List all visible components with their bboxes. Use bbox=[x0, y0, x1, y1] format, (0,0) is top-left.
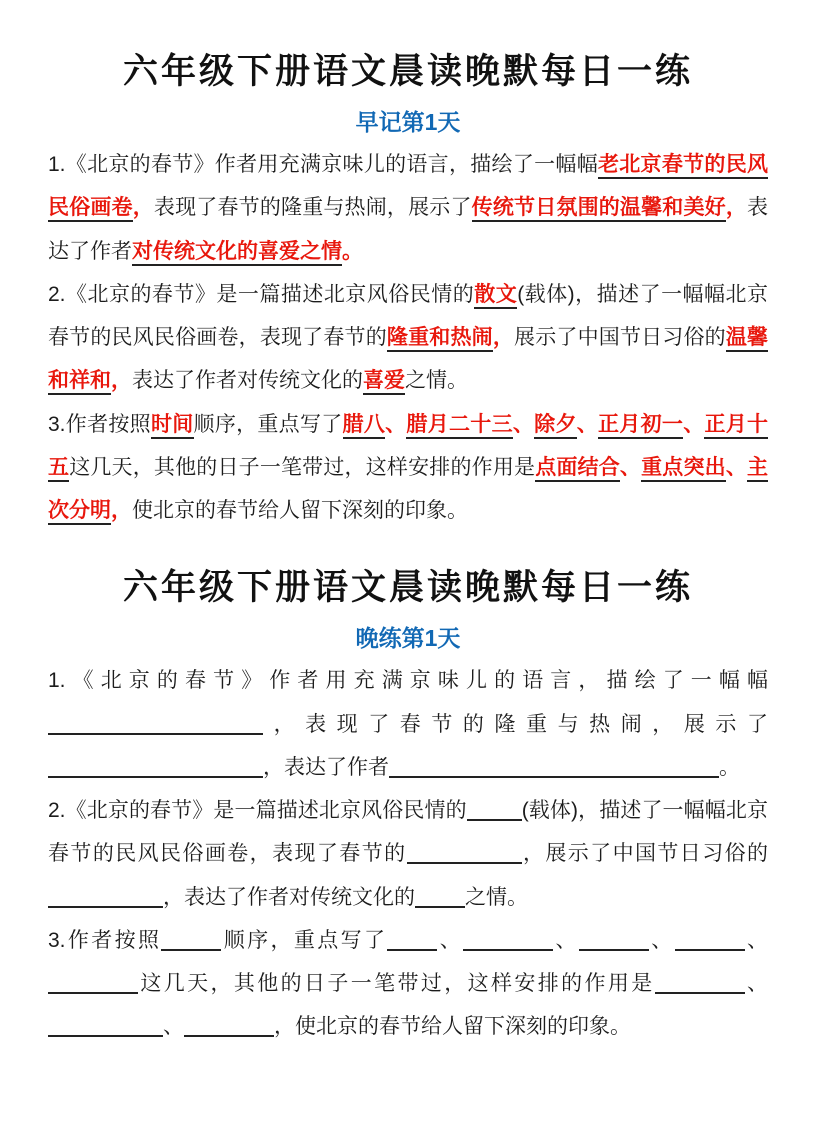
answer-text: 老北京春节的民风民俗画卷 bbox=[48, 153, 768, 222]
body-text: 表现了春节的隆重与热闹，展示了 bbox=[153, 196, 472, 220]
body-text: ，表达了作者对传统文化的 bbox=[163, 885, 415, 909]
answer-punctuation: 、 bbox=[683, 412, 705, 436]
answer-text: 重点突出 bbox=[641, 456, 726, 482]
body-text: 表达了作者对传统文化的 bbox=[132, 369, 363, 393]
body-text: (载体)，描述了一幅幅北京春节的民风民俗画卷，表现了春节的 bbox=[48, 282, 769, 349]
answer-punctuation: ， bbox=[111, 369, 132, 393]
body-text: 之情。 bbox=[405, 369, 468, 393]
answer-blank bbox=[407, 841, 522, 864]
answer-blank bbox=[467, 798, 522, 821]
answer-text: 隆重和热闹 bbox=[387, 326, 493, 352]
body-text: 顺序，重点写了 bbox=[221, 928, 388, 952]
answer-blank bbox=[387, 928, 437, 951]
answer-blank bbox=[48, 1014, 163, 1037]
exercise-paragraph bbox=[48, 143, 768, 273]
answer-blank bbox=[184, 1014, 274, 1037]
body-text: 、 bbox=[648, 928, 675, 952]
answer-blank bbox=[675, 928, 745, 951]
body-text: ，表达了作者 bbox=[263, 755, 389, 779]
answer-punctuation: ， bbox=[132, 196, 154, 220]
answer-punctuation: 、 bbox=[576, 412, 599, 436]
answer-text: 点面结合 bbox=[535, 456, 620, 482]
answer-blank bbox=[48, 971, 138, 994]
exercise-paragraph bbox=[48, 659, 768, 789]
worksheet-title: 六年级下册语文晨读晚默每日一练 bbox=[122, 52, 693, 91]
answer-blank bbox=[579, 928, 649, 951]
exercise-paragraph bbox=[48, 273, 768, 403]
day-label-evening: 晚练第1天 bbox=[355, 625, 461, 652]
answer-blank bbox=[655, 971, 745, 994]
body-text: 。 bbox=[719, 755, 740, 779]
answer-text: 除夕 bbox=[534, 413, 577, 439]
answer-text: 主次分明 bbox=[48, 456, 768, 525]
answer-blank bbox=[48, 755, 263, 778]
body-text: 3.作者按照 bbox=[48, 928, 162, 952]
body-text: 这几天，其他的日子一笔带过，这样安排的作用是 bbox=[138, 972, 655, 995]
answer-punctuation: ， bbox=[492, 326, 515, 349]
answer-punctuation: ， bbox=[725, 196, 748, 220]
body-text: 3.作者按照 bbox=[48, 412, 151, 436]
answer-text: 散文 bbox=[474, 283, 517, 309]
body-text: 展示了中国节日习俗的 bbox=[514, 326, 726, 349]
answer-blank bbox=[415, 885, 465, 908]
answer-punctuation: 、 bbox=[619, 455, 642, 479]
answer-blank bbox=[48, 885, 163, 908]
answer-text: 正月十五 bbox=[48, 413, 768, 482]
answer-blank bbox=[161, 928, 221, 951]
body-text: 顺序，重点写了 bbox=[193, 412, 343, 436]
answer-text: 时间 bbox=[151, 413, 194, 439]
answer-blank bbox=[463, 928, 553, 951]
body-text: 1.《北京的春节》作者用充满京味儿的语言，描绘了一幅幅 bbox=[48, 153, 598, 176]
answer-punctuation: ， bbox=[111, 499, 132, 522]
body-text: 使北京的春节给人留下深刻的印象。 bbox=[132, 499, 468, 522]
body-text: ，展示了中国节日习俗的 bbox=[521, 842, 769, 866]
body-text: 、 bbox=[553, 928, 579, 952]
exercise-paragraph bbox=[48, 919, 768, 1049]
body-text: 、 bbox=[744, 972, 768, 995]
body-text: 、 bbox=[744, 928, 769, 952]
exercise-paragraph bbox=[48, 789, 768, 919]
answer-punctuation: 、 bbox=[512, 412, 535, 436]
body-text: ，表现了春节的隆重与热闹，展示了 bbox=[263, 712, 768, 736]
body-text: 、 bbox=[437, 928, 464, 952]
answer-blank bbox=[48, 712, 263, 735]
body-text: 表达了作者 bbox=[48, 196, 769, 263]
answer-text: 腊月二十三 bbox=[406, 413, 512, 439]
answer-text: 腊八 bbox=[343, 413, 386, 439]
day-label-morning: 早记第1天 bbox=[355, 109, 461, 135]
body-text: ，使北京的春节给人留下深刻的印象。 bbox=[274, 1015, 631, 1039]
answer-punctuation: 、 bbox=[385, 412, 407, 436]
answer-text: 正月初一 bbox=[598, 413, 683, 439]
exercise-list-with-answers bbox=[48, 143, 768, 532]
exercise-paragraph bbox=[48, 403, 768, 533]
worksheet-title: 六年级下册语文晨读晚默每日一练 bbox=[122, 568, 693, 608]
exercise-list-with-blanks bbox=[48, 659, 768, 1048]
answer-punctuation: 。 bbox=[342, 239, 363, 263]
answer-text: 温馨和祥和 bbox=[48, 326, 768, 395]
answer-text: 对传统文化的喜爱之情 bbox=[132, 240, 342, 266]
answer-text: 传统节日氛围的温馨和美好 bbox=[472, 196, 726, 222]
body-text: 2.《北京的春节》是一篇描述北京风俗民情的 bbox=[48, 282, 475, 306]
answer-text: 喜爱 bbox=[363, 369, 405, 395]
body-text: 、 bbox=[163, 1015, 184, 1039]
body-text: 1.《北京的春节》作者用充满京味儿的语言，描绘了一幅幅 bbox=[48, 669, 768, 693]
body-text: 这几天，其他的日子一笔带过，这样安排的作用是 bbox=[69, 455, 536, 479]
section-morning-memorization bbox=[48, 44, 768, 532]
answer-blank bbox=[389, 755, 719, 778]
body-text: 2.《北京的春节》是一篇描述北京风俗民情的 bbox=[48, 799, 467, 822]
answer-punctuation: 、 bbox=[725, 455, 748, 479]
body-text: (载体)，描述了一幅幅北京春节的民风民俗画卷，表现了春节的 bbox=[48, 799, 768, 866]
body-text: 之情。 bbox=[465, 885, 528, 909]
section-evening-practice bbox=[48, 560, 768, 1048]
